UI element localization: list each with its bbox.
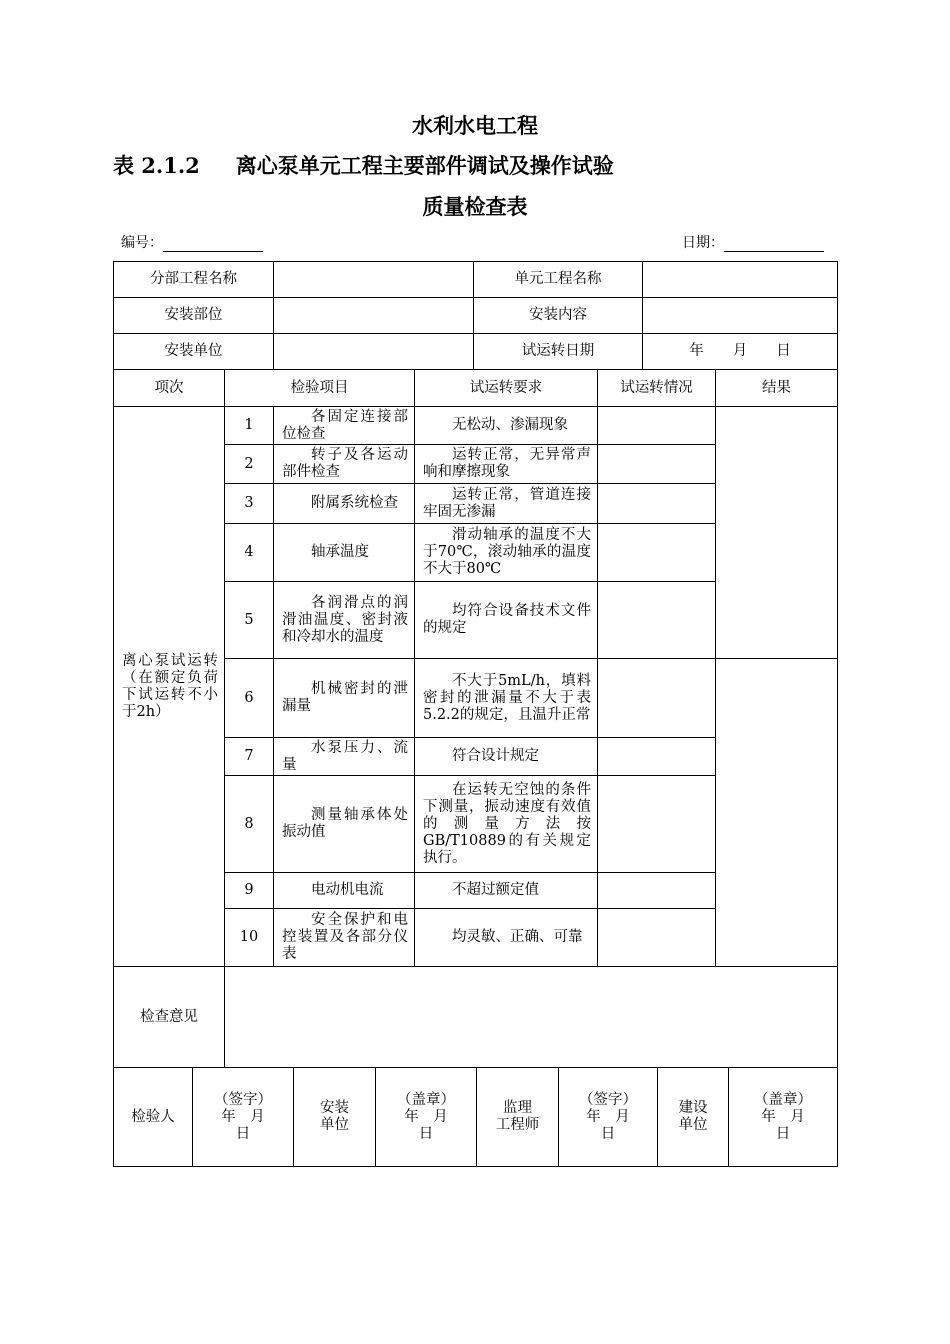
row-condition[interactable] [598,659,716,738]
owner-label: 建设 单位 [658,1068,729,1167]
trial-date-label: 试运转日期 [474,334,643,370]
trial-date-value[interactable]: 年 月 日 [643,334,838,370]
row-item: 电动机电流 [274,873,415,909]
col-header-requirement: 试运转要求 [415,370,598,407]
sub-project-value[interactable] [274,262,474,298]
table-title [113,150,614,180]
col-header-condition: 试运转情况 [598,370,716,407]
date-blank[interactable] [724,237,824,252]
row-item: 机械密封的泄漏量 [274,659,415,738]
row-no: 9 [225,873,274,909]
row-requirement: 均符合设备技术文件的规定 [415,582,598,659]
row-condition[interactable] [598,445,716,484]
col-header-result: 结果 [716,370,838,407]
install-unit-sign-label: 安装 单位 [294,1068,376,1167]
row-item: 各润滑点的润滑油温度、密封液和冷却水的温度 [274,582,415,659]
table-name: 离心泵单元工程主要部件调试及操作试验 [235,153,614,178]
col-header-inspection-item: 检验项目 [225,370,415,407]
opinion-label: 检查意见 [114,967,225,1068]
inspector-signature[interactable]: （签字） 年 月 日 [193,1068,294,1167]
unit-project-value[interactable] [643,262,838,298]
serial-number-field [121,232,263,252]
row-no: 10 [225,909,274,967]
col-header-item-seq: 项次 [114,370,225,407]
row-no: 1 [225,407,274,445]
row-condition[interactable] [598,407,716,445]
document-title: 水利水电工程 [412,113,538,138]
owner-seal[interactable]: （盖章） 年 月 日 [729,1068,838,1167]
row-condition[interactable] [598,582,716,659]
row-requirement: 符合设计规定 [415,738,598,776]
supervisor-signature[interactable]: （签字） 年 月 日 [559,1068,658,1167]
row-item: 各固定连接部位检查 [274,407,415,445]
unit-project-label: 单元工程名称 [474,262,643,298]
install-location-value[interactable] [274,298,474,334]
serial-blank[interactable] [163,237,263,252]
row-item: 附属系统检查 [274,484,415,524]
inspection-table [113,369,838,1068]
row-item: 轴承温度 [274,524,415,582]
install-unit-value[interactable] [274,334,474,370]
row-condition[interactable] [598,484,716,524]
result-cell-upper[interactable] [716,407,838,659]
row-item: 水泵压力、流量 [274,738,415,776]
table-subtitle: 质量检查表 [422,194,528,219]
row-condition[interactable] [598,738,716,776]
row-condition[interactable] [598,524,716,582]
row-item: 转子及各运动部件检查 [274,445,415,484]
result-cell-lower[interactable] [716,659,838,967]
install-unit-seal[interactable]: （盖章） 年 月 日 [376,1068,477,1167]
sub-project-label: 分部工程名称 [114,262,274,298]
install-location-label: 安装部位 [114,298,274,334]
row-requirement: 不超过额定值 [415,873,598,909]
install-unit-label: 安装单位 [114,334,274,370]
install-content-label: 安装内容 [474,298,643,334]
signature-table [113,1067,838,1167]
row-requirement: 运转正常，管道连接牢固无渗漏 [415,484,598,524]
row-condition[interactable] [598,776,716,873]
supervisor-label: 监理 工程师 [477,1068,559,1167]
opinion-value[interactable] [225,967,838,1068]
table-row [114,407,838,445]
row-no: 2 [225,445,274,484]
info-table [113,261,838,370]
row-condition[interactable] [598,909,716,967]
row-requirement: 无松动、渗漏现象 [415,407,598,445]
install-content-value[interactable] [643,298,838,334]
row-no: 6 [225,659,274,738]
row-condition[interactable] [598,873,716,909]
row-no: 8 [225,776,274,873]
date-label: 日期： [682,235,724,251]
group-label: 离心泵试运转（在额定负荷下试运转不小于2h） [114,407,225,967]
row-requirement: 滑动轴承的温度不大于70℃，滚动轴承的温度不大于80℃ [415,524,598,582]
row-no: 7 [225,738,274,776]
row-requirement: 运转正常，无异常声响和摩擦现象 [415,445,598,484]
date-field [682,232,824,252]
row-item: 测量轴承体处振动值 [274,776,415,873]
row-no: 3 [225,484,274,524]
table-number: 表 2.1.2 [113,153,200,178]
row-no: 5 [225,582,274,659]
row-no: 4 [225,524,274,582]
serial-label: 编号： [121,235,163,251]
inspector-label: 检验人 [114,1068,193,1167]
row-item: 安全保护和电控装置及各部分仪表 [274,909,415,967]
row-requirement: 均灵敏、正确、可靠 [415,909,598,967]
row-requirement: 不大于5mL/h，填料密封的泄漏量不大于表5.2.2的规定，且温升正常 [415,659,598,738]
row-requirement: 在运转无空蚀的条件下测量，振动速度有效值的测量方法按GB/T10889的有关规定执行。 [415,776,598,873]
